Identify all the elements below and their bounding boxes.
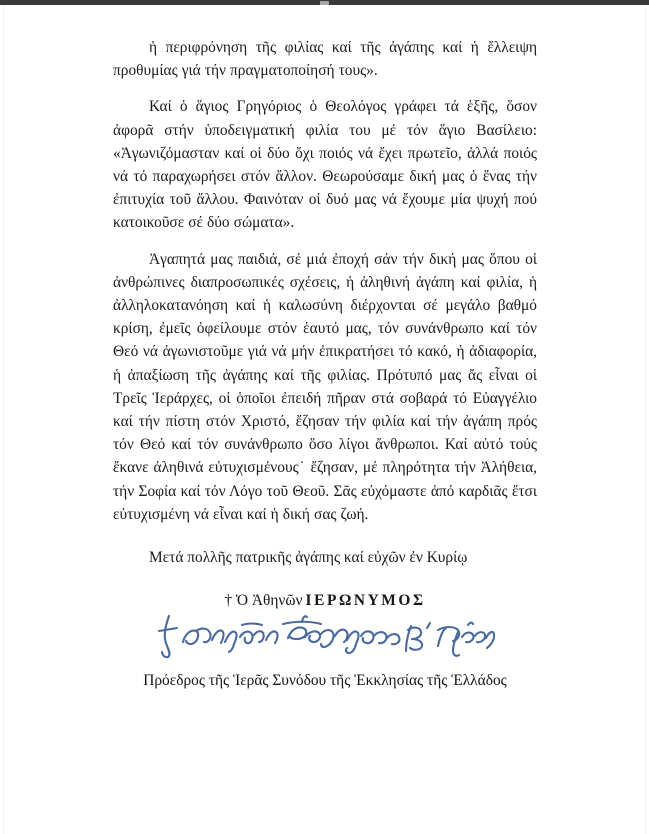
signature-block: [113, 591, 537, 692]
scan-edge-left: [3, 5, 4, 834]
paragraph-3: Ἀγαπητά μας παιδιά, σέ μιά ἐποχή σάν τήν δική μας ὅπου οἱ ἀνθρώπινες διαπροσωπικές σχέσεις, ἡ ἀληθινή ἀγάπη καί φιλία, ἡ ἀλληλοκατανόηση καί ἡ καλωσύνη διέρχονται σέ μεγάλο βαθμό κρίση, ἐμεῖς ὀφείλουμε στόν ἑαυτό μας, τόν συνάνθρωπο καί τόν Θεό νά ἀγωνιστοῦμε γιά νά μήν ἐπικρατήσει τό κακό, ἡ ἀδιαφορία, ἡ ἀπαξίωση τῆς ἀγάπης καί τῆς φιλίας. Πρότυπό μας ἄς εἶναι οἱ Τρεῖς Ἱεράρχες, οἱ ὁποῖοι ἐπειδή πῆραν στά σοβαρά τό Εὐαγγέλιο καί τήν πίστη στόν Χριστό, ἔζησαν τήν φιλία καί τήν ἀγάπη πρός τόν Θεό καί τόν συνάνθρωπο ὅσο λίγοι ἄνθρωποι. Καί αὐτό τούς ἔκανε ἀληθινά εὐτυχισμένους˙ ἔζησαν, μέ πληρότητα τήν Ἀλήθεια, τήν Σοφία καί τόν Λόγο τοῦ Θεοῦ. Σᾶς εὐχόμαστε ἀπό καρδιᾶς ἔτσι εὐτυχισμένη νά εἶναι καί ἡ δική σας ζωή.: [113, 250, 537, 523]
paragraph-1: ἡ περιφρόνηση τῆς φιλίας καί τῆς ἀγάπης καί ἡ ἔλλειψη προθυμίας γιά τήν πραγματοποίησή τους».: [113, 39, 537, 80]
closing-salutation: Μετά πολλῆς πατρικῆς ἀγάπης καί εὐχῶν ἐν Κυρίῳ: [149, 549, 468, 567]
signatory-title-prefix: † Ὁ Ἀθηνῶν: [224, 592, 303, 610]
handwritten-signature-icon: [155, 612, 495, 660]
signatory-role: Πρόεδρος τῆς Ἱερᾶς Συνόδου τῆς Ἐκκλησίας τῆς Ἑλλάδος: [143, 672, 507, 690]
scan-edge-right: [645, 5, 646, 834]
document-text-body: [113, 36, 537, 692]
signatory-title-line: [113, 591, 537, 611]
signatory-name: ΙΕΡΩΝΥΜΟΣ: [305, 592, 426, 610]
document-page: [0, 5, 649, 834]
paragraph-2: Καί ὁ ἅγιος Γρηγόριος ὁ Θεολόγος γράφει τά ἑξῆς, ὅσον ἀφορᾶ στήν ὑποδειγματική φιλία του μέ τόν ἅγιο Βασίλειο: «Ἀγωνιζόμασταν καί οἱ δύο ὄχι ποιός νά ἔχει πρωτεῖο, ἀλλά ποιός νά τό παραχωρήσει στόν ἄλλον. Θεωρούσαμε δική μας ὁ ἕνας τήν ἐπιτυχία τοῦ ἄλλου. Φαινόταν οἱ δυό μας νά ἔχουμε μία ψυχή πού κατοικοῦσε σέ δύο σώματα».: [113, 98, 537, 232]
